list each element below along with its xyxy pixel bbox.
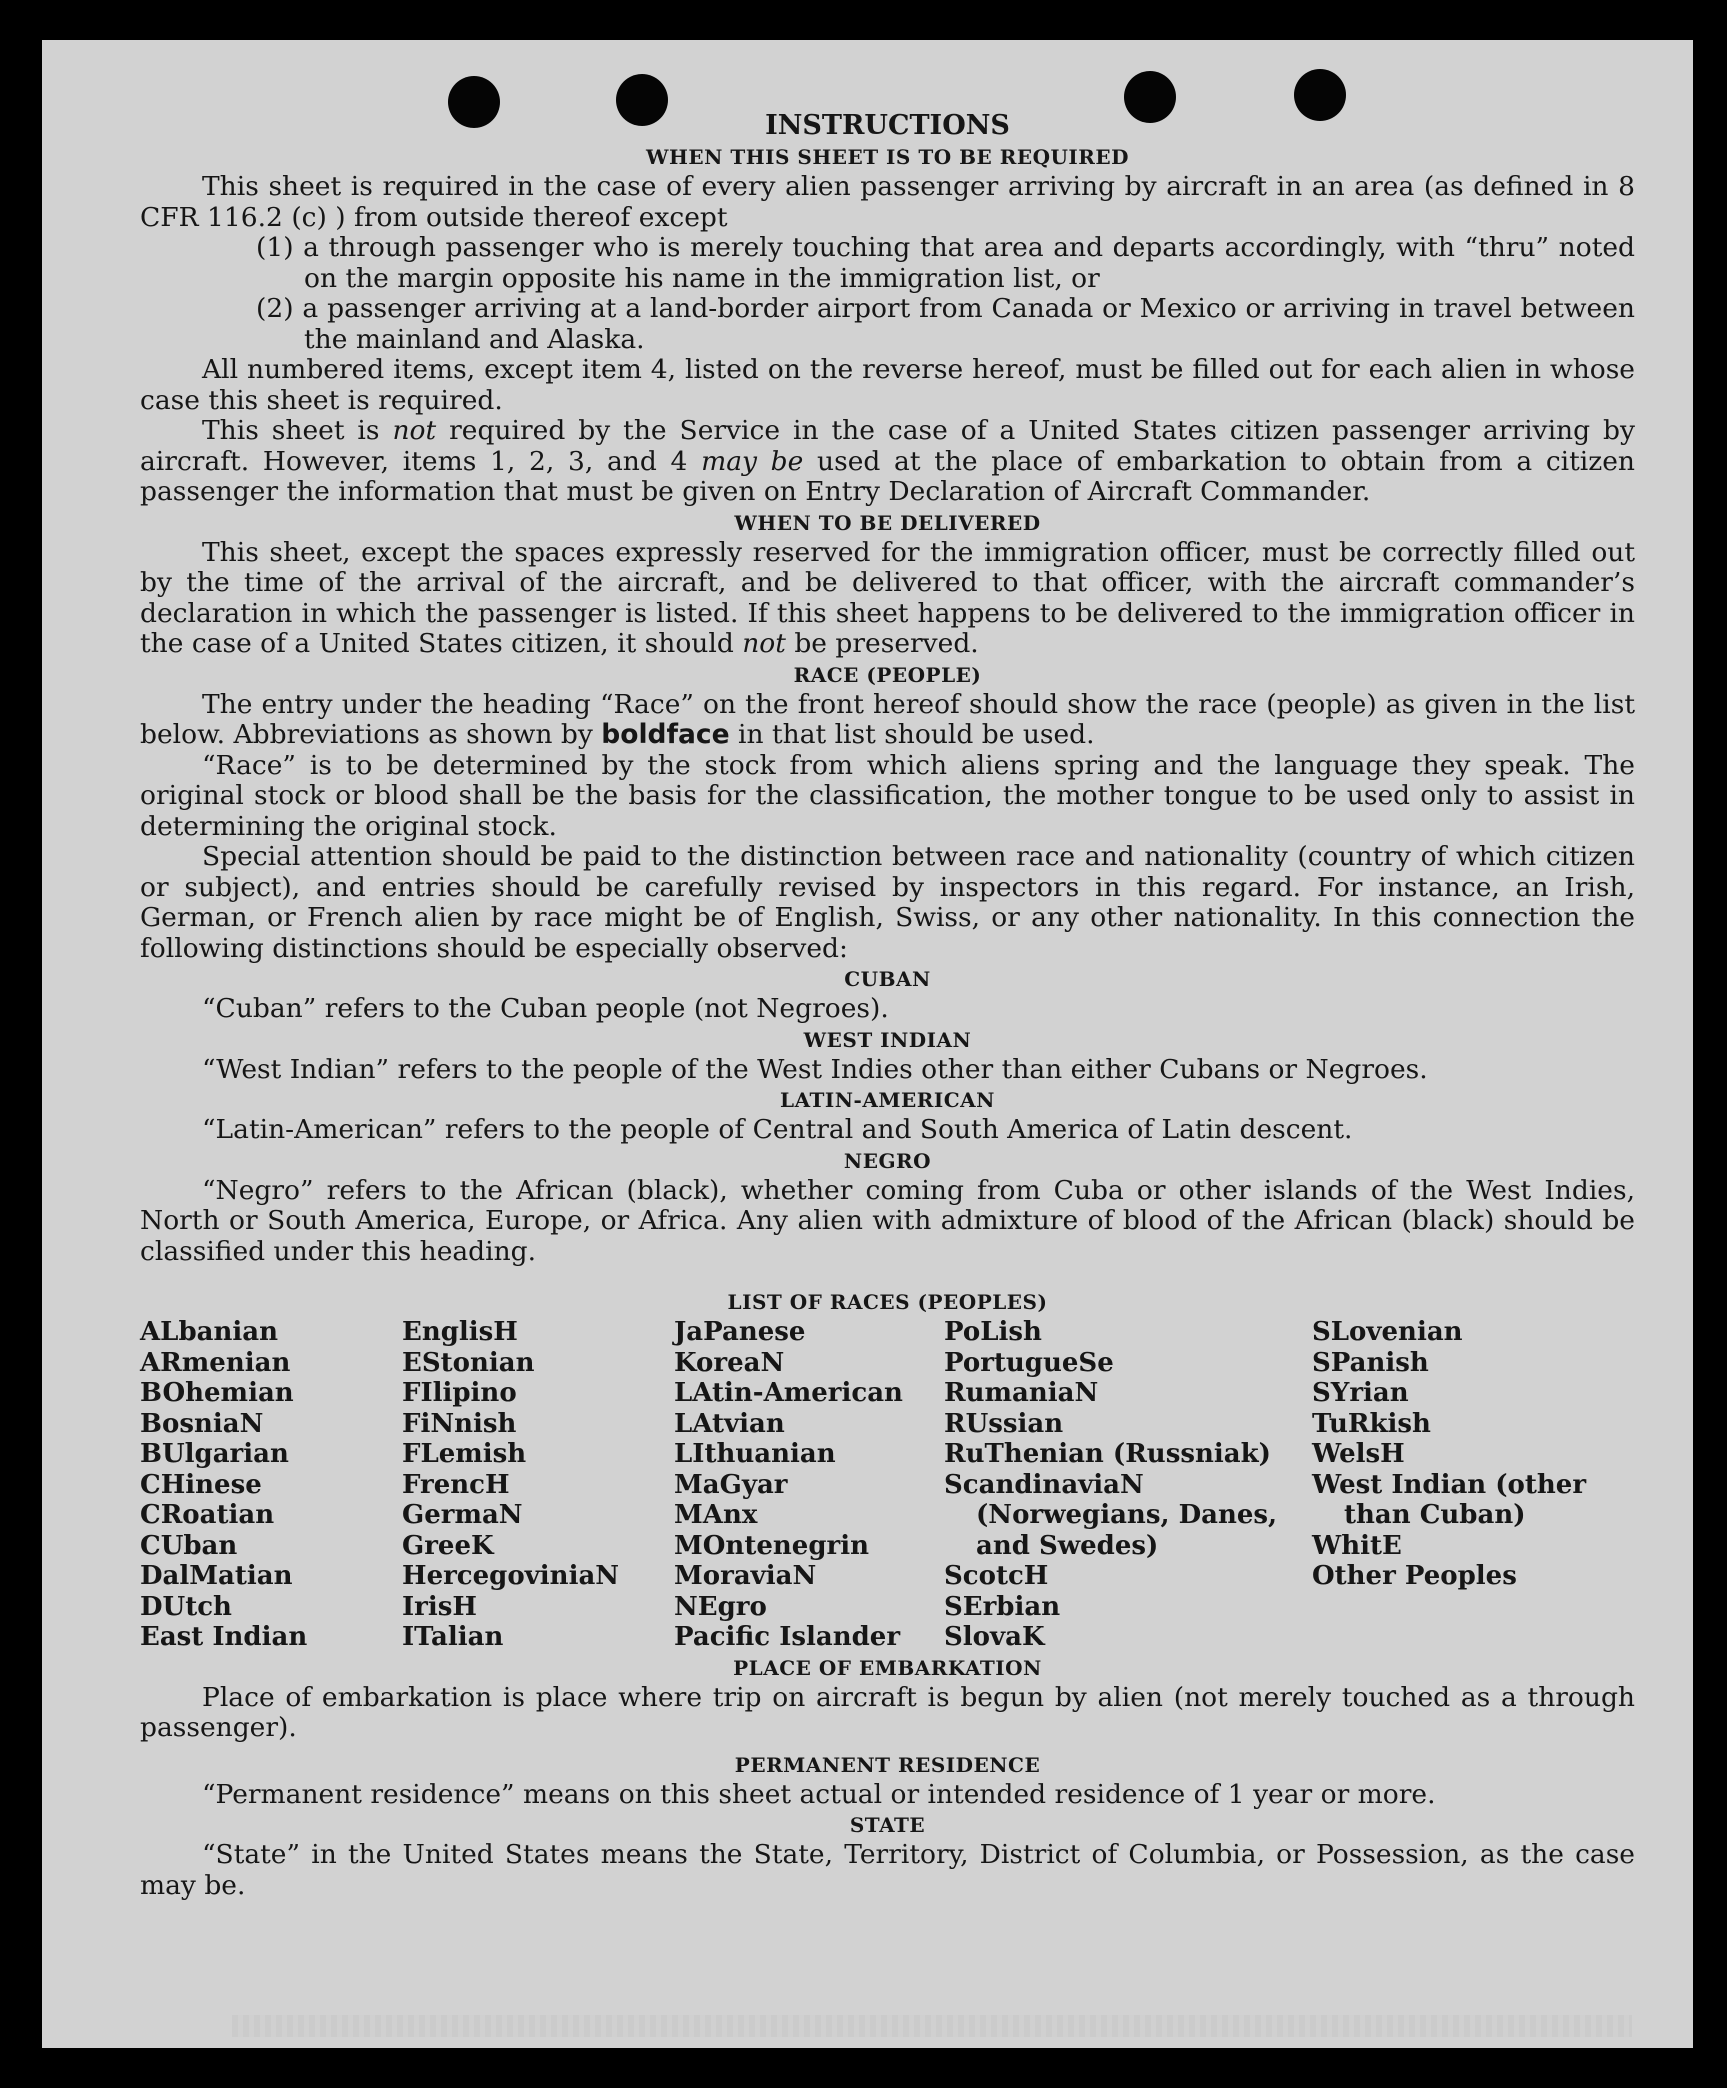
race-item: NEgro [674, 1591, 767, 1622]
paragraph: Place of embarkation is place where trip on aircraft is begun by alien (not merely touched as a through passenger). [140, 1681, 1635, 1743]
race-item: LIthuanian [674, 1439, 836, 1469]
race-item: GermaN [402, 1500, 523, 1530]
races-column [140, 1317, 402, 1653]
race-item: GreeK [402, 1530, 494, 1561]
race-item: FrencH [402, 1469, 510, 1500]
race-item: SYrian [1312, 1378, 1409, 1408]
race-item: RUssian [944, 1408, 1064, 1439]
race-item: JaPanese [674, 1317, 806, 1347]
race-item: CHinese [140, 1469, 262, 1500]
faint-footer-print [232, 2015, 1632, 2037]
paragraph: This sheet is required in the case of every alien passenger arriving by aircraft in an area (as defined in 8 CFR 116.2 (c) ) from outside thereof except [140, 171, 1635, 233]
race-item: CUban [140, 1530, 238, 1561]
paragraph: “State” in the United States means the State, Territory, District of Columbia, or Possession, as the case may be. [140, 1839, 1635, 1901]
races-column [402, 1317, 674, 1653]
paragraph: This sheet is not required by the Service in the case of a United States citizen passenger arriving by aircraft. However, items 1, 2, 3, and 4 may be used at the place of embarkation to obtain from a citizen passenger the information that must be given on Entry Declaration of Aircraft Commander. [140, 415, 1635, 507]
race-item: KoreaN [674, 1347, 785, 1378]
race-item: MOntenegrin [674, 1530, 869, 1561]
race-item: CRoatian [140, 1500, 275, 1530]
race-item: SlovaK [944, 1622, 1045, 1652]
race-item: DalMatian [140, 1561, 293, 1591]
paragraph: Special attention should be paid to the distinction between race and nationality (country of which citizen or subject), and entries should be carefully revised by inspectors in this regard. For instance, an Irish, German, or French alien by race might be of English, Swiss, or any other nationality. In this connection the following distinctions should be especially observed: [140, 841, 1635, 964]
race-item: IrisH [402, 1591, 477, 1622]
race-item: Other Peoples [1312, 1561, 1517, 1591]
race-item: SPanish [1312, 1347, 1429, 1378]
list-item: (2) a passenger arriving at a land-border airport from Canada or Mexico or arriving in travel between the mainland and Alaska. [256, 293, 1635, 355]
race-item: DUtch [140, 1591, 232, 1622]
race-item: BUlgarian [140, 1439, 289, 1469]
race-item: WhitE [1312, 1530, 1402, 1561]
section-heading: LATIN-AMERICAN [780, 1088, 995, 1112]
paragraph: “Race” is to be determined by the stock from which aliens spring and the language they speak. The original stock or blood shall be the basis for the classification, the mother tongue to be used only to assist in determining the original stock. [140, 749, 1635, 842]
section-heading: WHEN THIS SHEET IS TO BE REQUIRED [646, 145, 1129, 169]
race-item: FIlipino [402, 1378, 517, 1408]
race-item: BOhemian [140, 1378, 294, 1408]
race-item: PortugueSe [944, 1347, 1114, 1378]
section-heading: STATE [849, 1813, 926, 1837]
race-item: Pacific Islander [674, 1622, 901, 1652]
paragraph: This sheet, except the spaces expressly reserved for the immigration officer, must be correctly filled out by the time of the arrival of the aircraft, and be delivered to that officer, with the aircraft commander’s declaration in which the passenger is listed. If this sheet happens to be delivered to the immigration officer in the case of a United States citizen, it should not be preserved. [140, 536, 1635, 659]
section-heading: WEST INDIAN [803, 1027, 972, 1052]
section-heading: RACE (PEOPLE) [793, 662, 982, 687]
race-item: ScandinaviaN (Norwegians, Danes, and Swedes) [944, 1469, 1278, 1561]
race-item: PoLish [944, 1317, 1042, 1347]
races-column [944, 1317, 1312, 1653]
race-item: MoraviaN [674, 1561, 817, 1591]
paragraph: “Negro” refers to the African (black), whether coming from Cuba or other islands of the West Indies, North or South America, Europe, or Africa. Any alien with admixture of blood of the African (black) should be classified under this heading. [140, 1174, 1635, 1267]
section-heading: NEGRO [843, 1148, 932, 1173]
paragraph: All numbered items, except item 4, listed on the reverse hereof, must be filled out for each alien in whose case this sheet is required. [140, 354, 1635, 416]
races-list [140, 1317, 1635, 1653]
document-sheet [42, 40, 1693, 2048]
section-heading: PLACE OF EMBARKATION [733, 1655, 1042, 1680]
race-item: SLovenian [1312, 1317, 1463, 1347]
paragraph: “Latin-American” refers to the people of Central and South America of Latin descent. [202, 1114, 1353, 1145]
section-heading: CUBAN [844, 967, 931, 991]
paragraph: “West Indian” refers to the people of the West Indies other than either Cubans or Negroes. [202, 1053, 1428, 1085]
section-heading: WHEN TO BE DELIVERED [734, 510, 1041, 535]
race-item: ALbanian [140, 1317, 279, 1347]
race-item: EStonian [402, 1347, 535, 1378]
page-title: INSTRUCTIONS [765, 110, 1010, 141]
race-item: FLemish [402, 1439, 527, 1469]
paragraph: The entry under the heading “Race” on the front hereof should show the race (people) as given in the list below. Abbreviations as shown by boldface in that list should be used. [140, 688, 1635, 750]
race-item: BosniaN [140, 1408, 264, 1439]
race-item: MAnx [674, 1500, 758, 1530]
list-item: (1) a through passenger who is merely touching that area and departs accordingly, with “thru” noted on the margin opposite his name in the immigration list, or [256, 232, 1635, 294]
section-heading: PERMANENT RESIDENCE [734, 1752, 1041, 1777]
race-item: East Indian [140, 1622, 308, 1652]
race-item: RuThenian (Russniak) [944, 1439, 1271, 1469]
section-heading: LIST OF RACES (PEOPLES) [727, 1290, 1048, 1314]
race-item: WelsH [1312, 1439, 1405, 1469]
race-item: RumaniaN [944, 1378, 1099, 1408]
race-item: HercegoviniaN [402, 1561, 620, 1591]
race-item: LAtin-American [674, 1378, 903, 1408]
races-column [674, 1317, 944, 1653]
race-item: SErbian [944, 1591, 1061, 1622]
race-item: ITalian [402, 1622, 504, 1652]
race-item: LAtvian [674, 1408, 785, 1439]
race-item: West Indian (other than Cuban) [1312, 1469, 1587, 1530]
instructions-content [140, 110, 1635, 1901]
paragraph: “Cuban” refers to the Cuban people (not Negroes). [202, 993, 889, 1024]
races-column [1312, 1317, 1612, 1653]
race-item: MaGyar [674, 1469, 788, 1500]
paragraph: “Permanent residence” means on this sheet actual or intended residence of 1 year or more. [202, 1778, 1436, 1810]
race-item: ScotcH [944, 1561, 1049, 1591]
race-item: TuRkish [1312, 1408, 1431, 1439]
race-item: EnglisH [402, 1317, 518, 1347]
race-item: FiNnish [402, 1408, 517, 1439]
race-item: ARmenian [140, 1347, 291, 1378]
